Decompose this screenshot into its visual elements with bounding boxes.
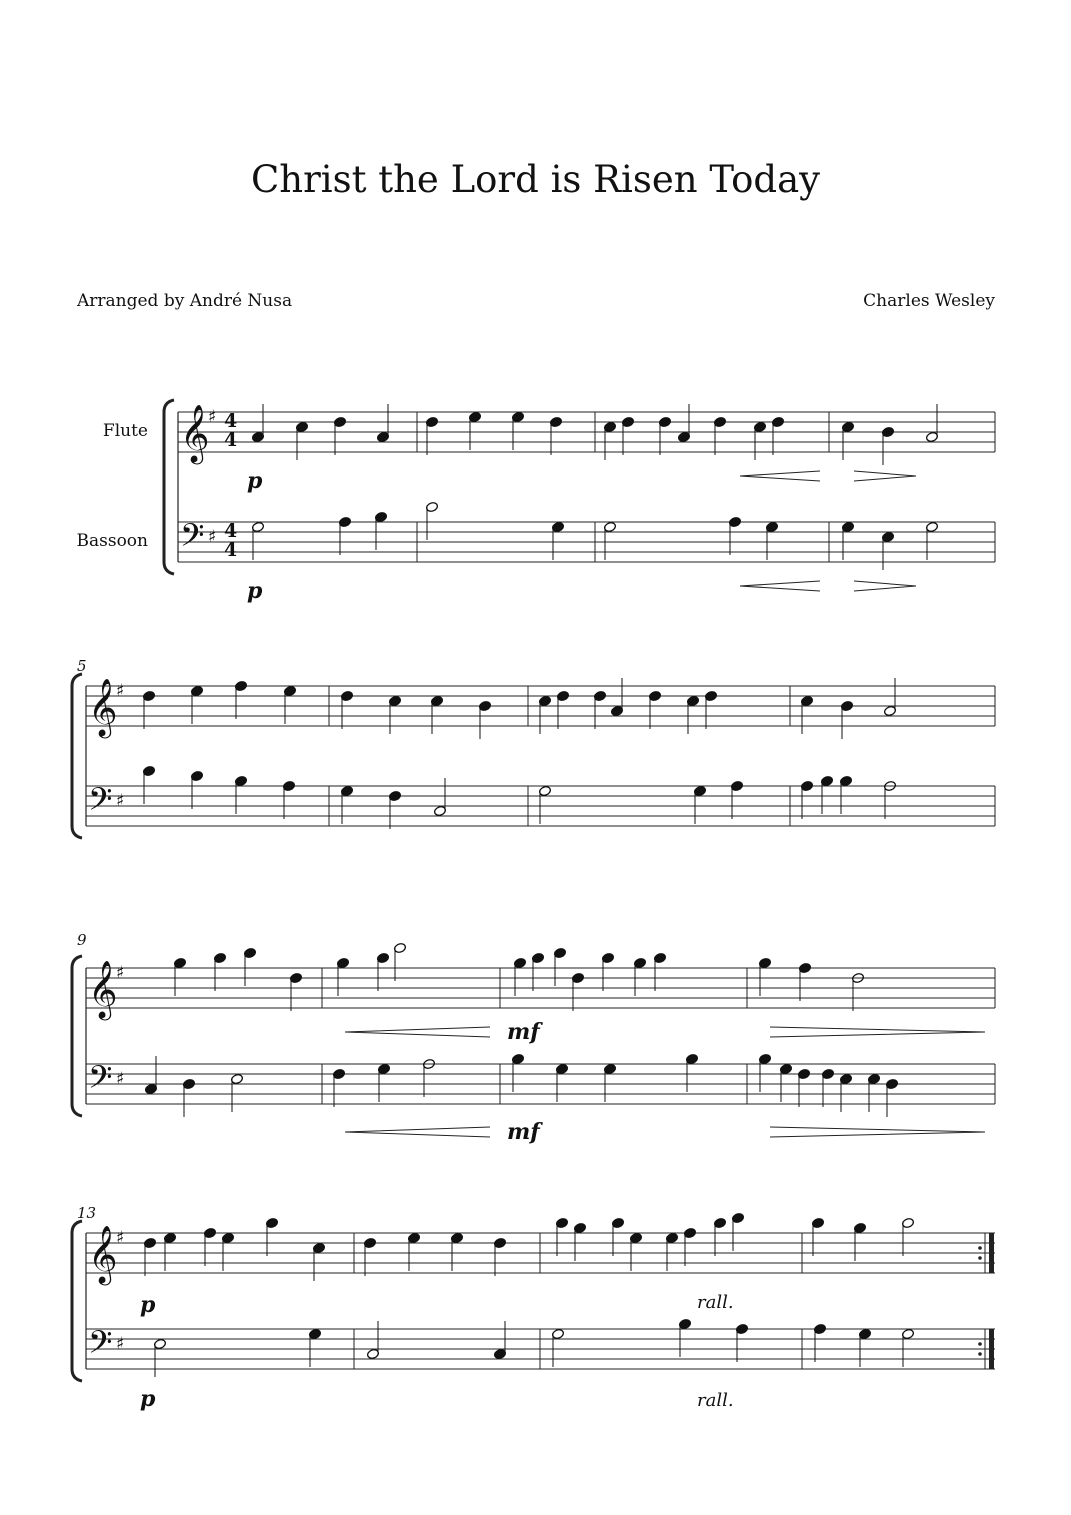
- key-signature-sharp: ♯: [208, 527, 217, 547]
- repeat-dot: [978, 1352, 982, 1356]
- dynamic-p: p: [247, 468, 263, 494]
- key-signature-sharp: ♯: [116, 1334, 125, 1354]
- crescendo-hairpin: [740, 581, 820, 591]
- time-signature-top: 4: [224, 520, 238, 542]
- dynamic-mf: mf: [507, 1119, 540, 1145]
- time-signature-bottom: 4: [224, 539, 238, 561]
- dynamic-mf: mf: [507, 1019, 540, 1045]
- repeat-dot: [978, 1256, 982, 1260]
- system-bracket: [72, 1221, 82, 1381]
- key-signature-sharp: ♯: [208, 407, 217, 427]
- crescendo-hairpin: [345, 1027, 490, 1037]
- repeat-dot: [978, 1342, 982, 1346]
- measure-number: 5: [77, 657, 87, 675]
- instrument-label-bassoon: Bassoon: [76, 531, 148, 551]
- arranger-credit: Arranged by André Nusa: [77, 291, 293, 311]
- tempo-marking-rall: rall.: [697, 1292, 734, 1313]
- measure-number: 9: [77, 931, 87, 949]
- crescendo-hairpin: [345, 1127, 490, 1137]
- dynamic-p: p: [140, 1386, 156, 1412]
- key-signature-sharp: ♯: [116, 1069, 125, 1089]
- diminuendo-hairpin: [854, 581, 916, 591]
- bass-clef: 𝄢: [88, 781, 113, 825]
- key-signature-sharp: ♯: [116, 963, 125, 983]
- bass-clef: 𝄢: [180, 517, 205, 561]
- diminuendo-hairpin: [854, 471, 916, 481]
- system-bracket: [164, 400, 174, 574]
- repeat-barline-thick: [989, 1233, 994, 1273]
- treble-clef: 𝄞: [88, 678, 118, 736]
- key-signature-sharp: ♯: [116, 791, 125, 811]
- instrument-label-flute: Flute: [102, 421, 148, 441]
- treble-clef: 𝄞: [88, 960, 118, 1018]
- treble-clef: 𝄞: [180, 404, 210, 462]
- tempo-marking-rall: rall.: [697, 1390, 734, 1411]
- time-signature-top: 4: [224, 410, 238, 432]
- treble-clef: 𝄞: [88, 1225, 118, 1283]
- system-bracket: [72, 674, 82, 838]
- measure-number: 13: [77, 1204, 97, 1222]
- score-title: Christ the Lord is Risen Today: [250, 158, 821, 201]
- bass-clef: 𝄢: [88, 1324, 113, 1368]
- key-signature-sharp: ♯: [116, 681, 125, 701]
- diminuendo-hairpin: [770, 1127, 985, 1137]
- key-signature-sharp: ♯: [116, 1228, 125, 1248]
- dynamic-p: p: [247, 578, 263, 604]
- time-signature-bottom: 4: [224, 429, 238, 451]
- repeat-dot: [978, 1246, 982, 1250]
- bass-clef: 𝄢: [88, 1059, 113, 1103]
- repeat-barline-thick: [989, 1329, 994, 1369]
- composer-credit: Charles Wesley: [863, 291, 995, 311]
- dynamic-p: p: [140, 1292, 156, 1318]
- diminuendo-hairpin: [770, 1027, 985, 1037]
- system-bracket: [72, 956, 82, 1116]
- crescendo-hairpin: [740, 471, 820, 481]
